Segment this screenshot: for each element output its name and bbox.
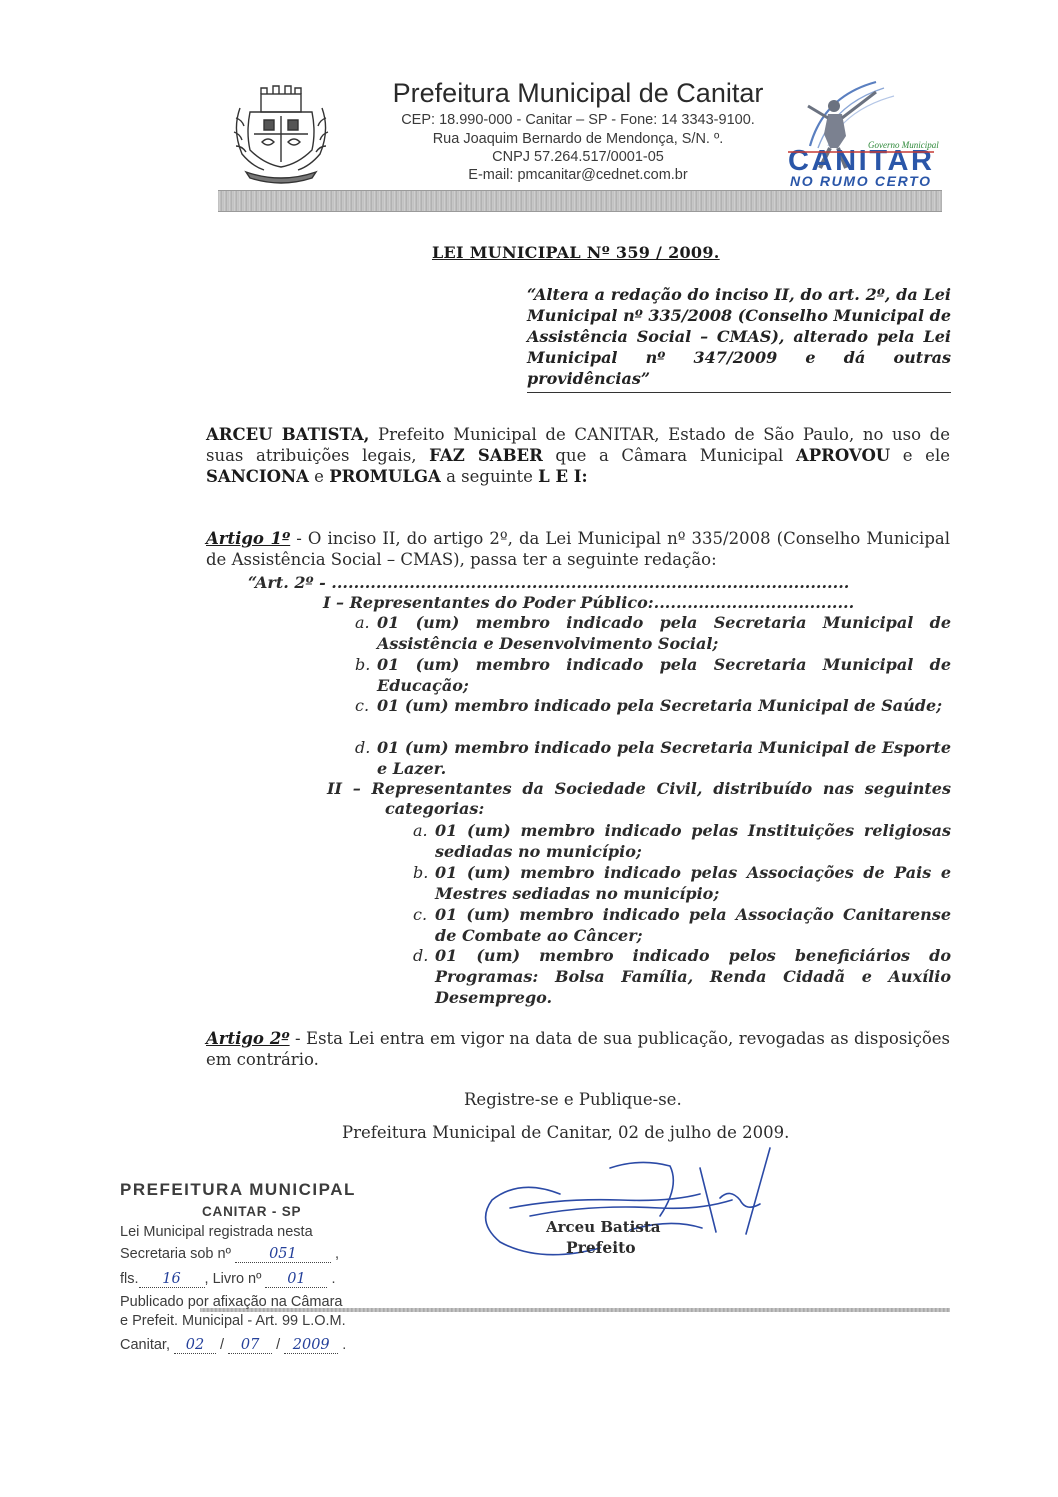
list-item: a. 01 (um) membro indicado pelas Instituições religiosas sediadas no município; [413, 821, 951, 861]
law-title: LEI MUNICIPAL Nº 359 / 2009. [432, 243, 720, 262]
stamp-book-number: 01 [265, 1271, 327, 1288]
signer-name: Arceu Batista [546, 1218, 661, 1236]
stamp-register-number: 051 [235, 1246, 331, 1263]
logo-tagline: Governo Municipal [868, 140, 939, 150]
intro-paragraph: ARCEU BATISTA, Prefeito Municipal de CANITAR, Estado de São Paulo, no uso de suas atribuições legais, FAZ SABER que a Câmara Municipal APROVOU e ele SANCIONA e PROMULGA a seguinte L E I: [206, 425, 950, 486]
list-item: b. 01 (um) membro indicado pelas Associações de Pais e Mestres sediadas no município; [413, 863, 951, 903]
art-2-heading: “Art. 2º - ............................................................................................. [248, 573, 850, 592]
stamp-title: PREFEITURA MUNICIPAL [120, 1180, 356, 1199]
stamp-line-6: Canitar, 02 / 07 / 2009 . [120, 1337, 347, 1353]
stamp-subtitle: CANITAR - SP [202, 1204, 302, 1219]
government-logo [784, 76, 942, 190]
inciso-i-heading: I – Representantes do Poder Público:.................................... [323, 593, 855, 612]
header-divider-band [218, 190, 942, 212]
artigo-2-label: Artigo 2º [206, 1029, 290, 1048]
logo-slogan: NO RUMO CERTO [790, 173, 930, 189]
logo-name: CANITAR [788, 145, 932, 177]
list-item: c. 01 (um) membro indicado pela Secretaria Municipal de Saúde; [355, 696, 943, 715]
artigo-1-paragraph: Artigo 1º - O inciso II, do artigo 2º, da Lei Municipal nº 335/2008 (Conselho Municipal de Assistência Social – CMAS), passa ter a seguinte redação: [206, 529, 950, 569]
stamp-line-3: fls. 16 , Livro nº 01 . [120, 1271, 336, 1287]
coat-of-arms-icon [228, 72, 334, 184]
header-title: Prefeitura Municipal de Canitar [392, 78, 764, 108]
law-ementa: “Altera a redação do inciso II, do art. 2º, da Lei Municipal nº 335/2008 (Conselho Municipal de Assistência Social – CMAS), alterado pela Lei Municipal nº 347/2009 e dá outras providências” [527, 284, 951, 393]
stamp-date-month: 07 [228, 1337, 272, 1354]
header-email-line: E-mail: pmcanitar@cednet.com.br [468, 167, 688, 183]
list-item: d. 01 (um) membro indicado pela Secretaria Municipal de Esporte e Lazer. [355, 738, 951, 778]
inciso-ii-heading: II – Representantes da Sociedade Civil, distribuído nas seguintes [327, 779, 951, 798]
signer-role: Prefeito [566, 1238, 636, 1257]
list-item: c. 01 (um) membro indicado pela Associação Canitarense de Combate ao Câncer; [413, 905, 951, 945]
place-and-date: Prefeitura Municipal de Canitar, 02 de julho de 2009. [342, 1123, 790, 1142]
stamp-line-1: Lei Municipal registrada nesta [120, 1224, 313, 1240]
mayor-name: ARCEU BATISTA, [206, 425, 370, 444]
artigo-1-label: Artigo 1º [206, 529, 291, 548]
list-item: d. 01 (um) membro indicado pelos beneficiários do Programas: Bolsa Família, Renda Cidadã e Auxílio Desemprego. [413, 946, 951, 1007]
registre-publique: Registre-se e Publique-se. [464, 1090, 682, 1109]
stamp-line-5: e Prefeit. Municipal - Art. 99 L.O.M. [120, 1313, 346, 1329]
header-street-line: Rua Joaquim Bernardo de Mendonça, S/N. º. [432, 131, 724, 147]
header-address-line: CEP: 18.990-000 - Canitar – SP - Fone: 14 3343-9100. [401, 112, 755, 128]
signature-scribble [470, 1138, 810, 1274]
stamp-folio-number: 16 [139, 1271, 205, 1288]
artigo-2-paragraph: Artigo 2º - Esta Lei entra em vigor na data de sua publicação, revogadas as disposições em contrário. [206, 1029, 950, 1069]
list-item: a. 01 (um) membro indicado pela Secretaria Municipal de Assistência e Desenvolvimento Social; [355, 613, 951, 653]
list-item: b. 01 (um) membro indicado pela Secretaria Municipal de Educação; [355, 655, 951, 695]
inciso-ii-heading-cont: categorias: [385, 799, 485, 818]
letterhead [0, 0, 1058, 215]
stamp-line-2: Secretaria sob nº 051 , [120, 1246, 339, 1262]
stamp-line-4: Publicado por afixação na Câmara [120, 1294, 343, 1310]
registration-stamp [112, 1176, 412, 1372]
stamp-date-year: 2009 [284, 1337, 338, 1354]
stamp-date-day: 02 [174, 1337, 216, 1354]
header-cnpj-line: CNPJ 57.264.517/0001-05 [492, 149, 664, 165]
